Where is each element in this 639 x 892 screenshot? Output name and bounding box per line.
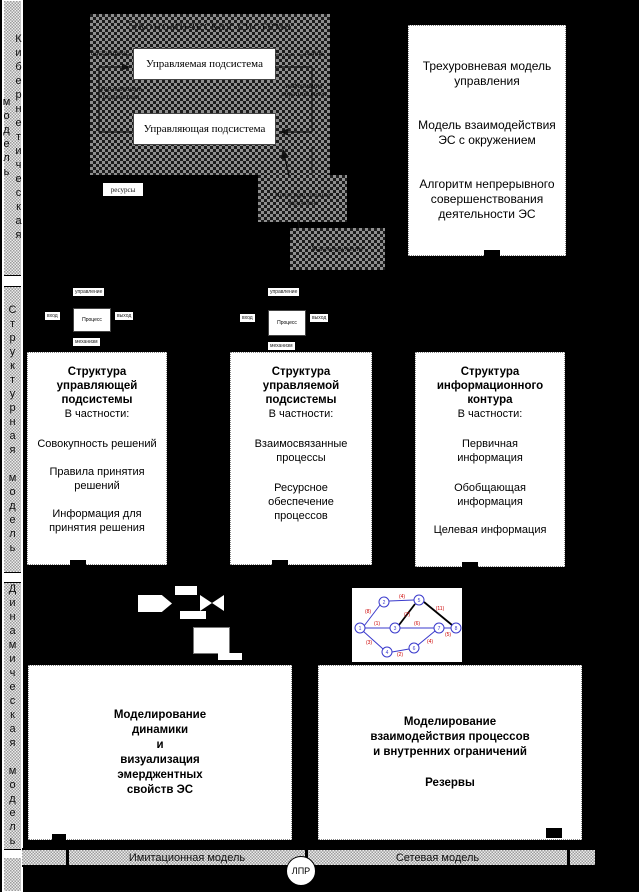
dynamics-line: и — [156, 738, 164, 751]
information-structure-box — [415, 352, 565, 567]
managing-structure-connector — [70, 560, 86, 572]
managed-subsystem-box — [133, 48, 276, 80]
idef0-right-process-label: Процесс — [277, 320, 297, 326]
valve-right-triangle — [212, 595, 224, 611]
simulation-model-label: Имитационная модель — [128, 851, 246, 864]
level-chip — [218, 653, 242, 660]
variable-chip — [175, 586, 197, 595]
control-actions-label: управляющие воздействия — [100, 85, 142, 101]
interaction-modeling-box — [318, 665, 582, 840]
managing-structure-title: Структура управляющей подсистемы — [56, 366, 138, 406]
structure-item: Совокупность решений — [37, 438, 157, 450]
network-node: 8 — [454, 626, 458, 632]
feedback-info-label: информация обратной связи — [281, 82, 327, 98]
dynamics-line: Моделирование — [113, 708, 207, 721]
macro-environment-label: Макроокружение — [311, 245, 364, 253]
managed-structure-box — [230, 352, 372, 565]
near-environment-box — [258, 175, 347, 222]
rate-chip — [180, 611, 206, 619]
band-section-bottom — [4, 858, 21, 891]
idef0-diagram-left — [45, 288, 140, 348]
band-section-dynamic — [4, 582, 21, 850]
flow-arrow-icon — [138, 595, 172, 612]
idef0-left-input-label: вход — [47, 313, 58, 319]
network-node: 6 — [412, 646, 416, 652]
managing-structure-subtitle: В частности: — [64, 408, 130, 420]
system-dynamics-icons — [130, 583, 240, 663]
band-section-structural — [4, 286, 21, 573]
network-diagram — [352, 588, 462, 662]
network-node: 3 — [393, 626, 397, 632]
idef0-left-control-label: управление — [75, 289, 103, 295]
cybernetic-results-box — [408, 25, 566, 256]
result-three-level-model: Трехуровневая модель управления — [422, 59, 552, 88]
network-model-label: Сетевая модель — [395, 851, 480, 864]
information-structure-connector — [462, 562, 478, 574]
market-label: рынок — [304, 49, 324, 57]
network-node: 1 — [358, 626, 362, 632]
idef0-right-input-label: вход — [242, 315, 253, 321]
structure-item: Информация для принятия решения — [49, 508, 145, 534]
reserves-label: Резервы — [425, 776, 475, 789]
resources-label: ресурсы — [110, 185, 136, 194]
network-edge-label: (4) — [426, 639, 434, 645]
interaction-line: Моделирование — [403, 715, 497, 728]
network-node: 2 — [382, 600, 386, 606]
idef0-right-control-label: управление — [270, 289, 298, 295]
results-box-connector — [484, 250, 500, 262]
band-label-cybernetic: Кибернетическая модель — [0, 33, 25, 243]
network-node: 4 — [385, 650, 389, 656]
network-edge-label: (6) — [413, 621, 421, 627]
network-edge-label: (4) — [398, 594, 406, 600]
economic-system-title: Экономическая система — [128, 19, 292, 34]
interaction-box-connector — [546, 828, 562, 838]
managed-structure-title: Структура управляемой подсистемы — [262, 366, 340, 406]
network-edge-label: (5) — [444, 632, 452, 638]
decision-maker-label: ЛПР — [291, 866, 311, 876]
idef0-left-output-label: выход — [117, 313, 132, 319]
valve-left-triangle — [200, 595, 212, 611]
idef0-diagram-right — [240, 288, 335, 352]
dynamics-line: визуализация — [120, 753, 200, 766]
information-structure-title: Структура информационного контура — [436, 366, 544, 406]
interaction-line: и внутренних ограничений — [373, 745, 527, 758]
structure-item: Первичная информация — [457, 438, 523, 464]
result-interaction-model: Модель взаимодействия ЭС с окружением — [418, 118, 556, 147]
network-edge-label: (11) — [435, 606, 445, 612]
dynamics-modeling-box — [28, 665, 292, 840]
structure-item: Ресурсное обеспечение процессов — [268, 482, 334, 522]
structure-item: Правила принятия решений — [49, 466, 145, 492]
structure-item: Взаимосвязанные процессы — [254, 438, 348, 464]
managed-structure-subtitle: В частности: — [268, 408, 334, 420]
structure-item: Целевая информация — [433, 524, 547, 536]
band-label-structural: Структурная модель — [6, 303, 19, 556]
footer-separator — [567, 850, 570, 865]
idef0-left-mechanism-label: механизм — [75, 339, 98, 345]
dynamics-line: эмерджентных — [117, 768, 203, 781]
managing-structure-box — [27, 352, 167, 565]
managing-subsystem-label: Управляющая подсистема — [143, 123, 266, 135]
network-edge-label: (2) — [396, 652, 404, 658]
decision-maker-circle — [286, 856, 316, 886]
structure-item: Обобщающая информация — [454, 482, 526, 508]
macro-environment-box — [290, 228, 385, 270]
dynamics-line: свойств ЭС — [126, 783, 194, 796]
network-edge-label: (3) — [365, 640, 373, 646]
idef0-left-process-box — [73, 308, 111, 332]
managing-subsystem-box — [133, 113, 276, 145]
band-section-cybernetic — [0, 1, 25, 276]
result-improvement-algorithm: Алгоритм непрерывного совершенствования деятельности ЭС — [419, 177, 555, 221]
network-node: 5 — [417, 598, 421, 604]
idef0-right-mechanism-label: механизм — [270, 343, 293, 349]
interaction-line: взаимодействия процессов — [370, 730, 530, 743]
stock-box-icon — [193, 627, 230, 654]
near-environment-label: Непосредственное окружение — [274, 190, 331, 207]
network-node: 7 — [437, 626, 441, 632]
information-structure-subtitle: В частности: — [457, 408, 523, 420]
suppliers-label: поставщики — [90, 49, 128, 57]
managed-subsystem-label: Управляемая подсистема — [146, 58, 263, 70]
model-band — [2, 0, 23, 892]
network-edge-label: (8) — [364, 609, 372, 615]
dynamics-line: динамики — [131, 723, 189, 736]
dynamics-box-connector — [52, 834, 66, 844]
idef0-right-process-box — [268, 310, 306, 336]
idef0-right-output-label: выход — [312, 315, 327, 321]
economic-system-box — [90, 14, 330, 175]
managed-structure-connector — [272, 560, 288, 572]
valve-icon — [200, 595, 224, 611]
resources-label-box — [103, 183, 143, 196]
network-edge-label: (7) — [403, 612, 411, 618]
idef0-left-process-label: Процесс — [82, 317, 102, 323]
band-label-dynamic: Динамическая модель — [6, 583, 19, 849]
network-edge-label: (1) — [373, 621, 381, 627]
